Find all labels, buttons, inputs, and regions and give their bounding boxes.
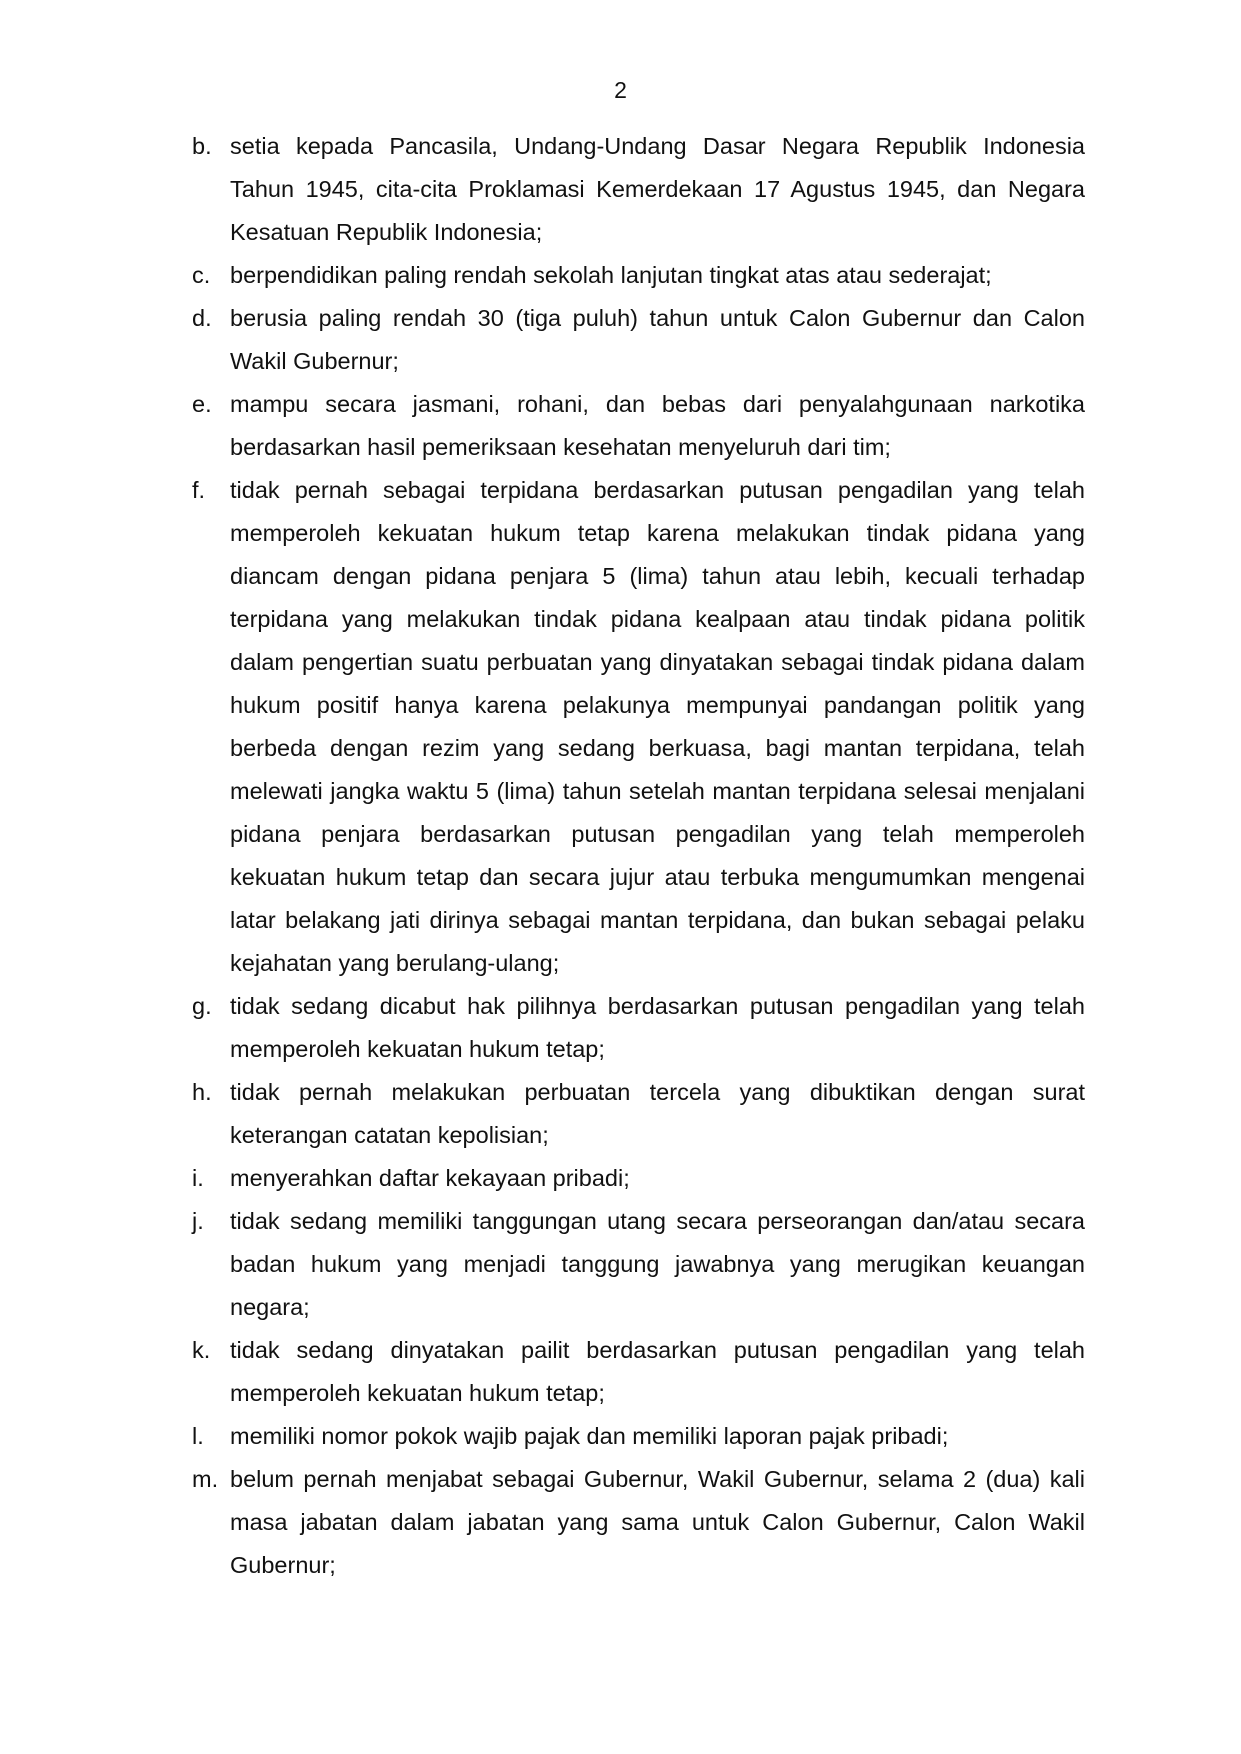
list-item-b — [192, 125, 1085, 254]
list-item-l — [192, 1415, 1085, 1458]
list-item-h — [192, 1071, 1085, 1157]
list-item-k — [192, 1329, 1085, 1415]
item-text: belum pernah menjabat sebagai Gubernur, Wakil Gubernur, selama 2 (dua) kali masa jabatan dalam jabatan yang sama untuk Calon Gubernur, Calon Wakil Gubernur; — [230, 1466, 1085, 1578]
item-text: memiliki nomor pokok wajib pajak dan memiliki laporan pajak pribadi; — [230, 1423, 949, 1449]
item-text: tidak sedang memiliki tanggungan utang secara perseorangan dan/atau secara badan hukum yang menjadi tanggung jawabnya yang merugikan keuangan negara; — [230, 1208, 1085, 1320]
item-letter: d. — [192, 305, 212, 331]
item-letter: e. — [192, 391, 212, 417]
item-text: berpendidikan paling rendah sekolah lanjutan tingkat atas atau sederajat; — [230, 262, 992, 288]
item-text: tidak pernah sebagai terpidana berdasarkan putusan pengadilan yang telah memperoleh kekuatan hukum tetap karena melakukan tindak pidana yang diancam dengan pidana penjara 5 (lima) tahun atau lebih, kecuali terhadap terpidana yang melakukan tindak pidana kealpaan atau tindak pidana politik dalam pengertian suatu perbuatan yang dinyatakan sebagai tindak pidana dalam hukum positif hanya karena pelakunya mempunyai pandangan politik yang berbeda dengan rezim yang sedang berkuasa, bagi mantan terpidana, telah melewati jangka waktu 5 (lima) tahun setelah mantan terpidana selesai menjalani pidana penjara berdasarkan putusan pengadilan yang telah memperoleh kekuatan hukum tetap dan secara jujur atau terbuka mengumumkan mengenai latar belakang jati dirinya sebagai mantan terpidana, dan bukan sebagai pelaku kejahatan yang berulang-ulang; — [230, 477, 1085, 976]
list-item-e — [192, 383, 1085, 469]
page-number: 2 — [614, 77, 627, 103]
list-item-g — [192, 985, 1085, 1071]
item-text: menyerahkan daftar kekayaan pribadi; — [230, 1165, 630, 1191]
item-letter: i. — [192, 1165, 204, 1191]
item-letter: m. — [192, 1466, 219, 1492]
item-letter: g. — [192, 993, 212, 1019]
item-text: tidak pernah melakukan perbuatan tercela yang dibuktikan dengan surat keterangan catatan kepolisian; — [230, 1079, 1085, 1148]
list-item-f — [192, 469, 1085, 985]
item-letter: j. — [192, 1208, 204, 1234]
list-item-j — [192, 1200, 1085, 1329]
list-item-i — [192, 1157, 1085, 1200]
item-text: tidak sedang dinyatakan pailit berdasarkan putusan pengadilan yang telah memperoleh kekuatan hukum tetap; — [230, 1337, 1085, 1406]
item-text: mampu secara jasmani, rohani, dan bebas dari penyalahgunaan narkotika berdasarkan hasil pemeriksaan kesehatan menyeluruh dari tim; — [230, 391, 1085, 460]
item-text: setia kepada Pancasila, Undang-Undang Dasar Negara Republik Indonesia Tahun 1945, cita-cita Proklamasi Kemerdekaan 17 Agustus 1945, dan Negara Kesatuan Republik Indonesia; — [230, 133, 1085, 245]
item-letter: c. — [192, 262, 211, 288]
item-letter: h. — [192, 1079, 212, 1105]
list-item-d — [192, 297, 1085, 383]
item-letter: k. — [192, 1337, 211, 1363]
item-text: tidak sedang dicabut hak pilihnya berdasarkan putusan pengadilan yang telah memperoleh kekuatan hukum tetap; — [230, 993, 1085, 1062]
item-letter: l. — [192, 1423, 204, 1449]
item-letter: b. — [192, 133, 212, 159]
item-letter: f. — [192, 477, 206, 503]
list-item-c — [192, 254, 1085, 297]
list-item-m — [192, 1458, 1085, 1587]
item-text: berusia paling rendah 30 (tiga puluh) tahun untuk Calon Gubernur dan Calon Wakil Gubernur; — [230, 305, 1085, 374]
requirements-list — [192, 125, 1085, 1587]
